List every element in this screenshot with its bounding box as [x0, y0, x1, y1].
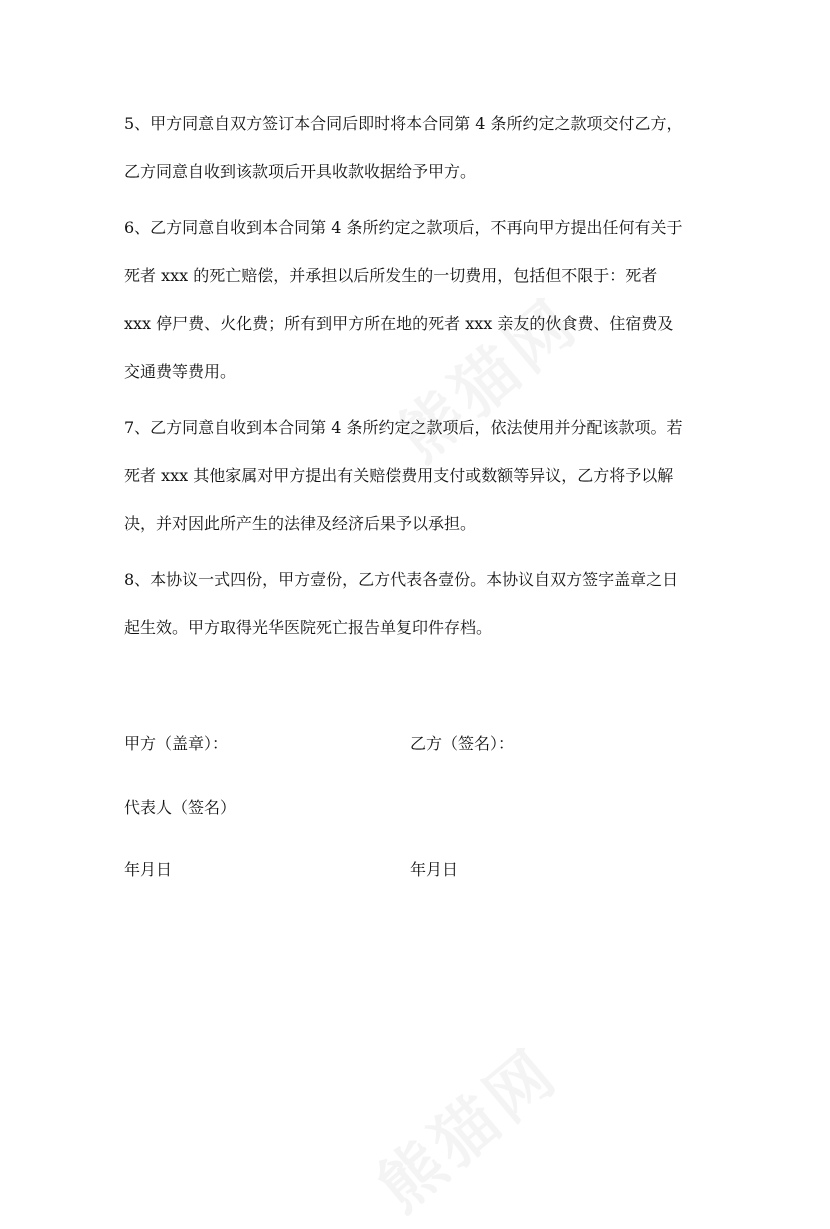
clause-line: 死者 xxx 的死亡赔偿，并承担以后所发生的一切费用，包括但不限于：死者	[124, 266, 658, 285]
clause-5	[124, 100, 724, 196]
party-b-signature-label: 乙方（签名）：	[410, 734, 515, 753]
clause-line: 决，并对因此所产生的法律及经济后果予以承担。	[124, 514, 477, 533]
clause-line: 乙方同意自收到该款项后开具收款收据给予甲方。	[124, 162, 477, 181]
party-a-seal-label: 甲方（盖章）：	[124, 734, 229, 753]
clause-line: 7、乙方同意自收到本合同第 4 条所约定之款项后，依法使用并分配该款项。若	[124, 418, 683, 437]
party-a-date: 年月日	[124, 860, 173, 879]
representative-signature-label: 代表人（签名）	[124, 798, 237, 817]
clause-8	[124, 556, 724, 652]
watermark	[355, 1023, 575, 1228]
clause-line: 8、本协议一式四份，甲方壹份，乙方代表各壹份。本协议自双方签字盖章之日	[124, 570, 679, 589]
clause-line: xxx 停尸费、火化费；所有到甲方所在地的死者 xxx 亲友的伙食费、住宿费及	[124, 314, 674, 333]
clause-line: 5、甲方同意自双方签订本合同后即时将本合同第 4 条所约定之款项交付乙方，	[124, 114, 683, 133]
clause-6	[124, 204, 724, 396]
party-b-date: 年月日	[410, 860, 459, 879]
clause-line: 交通费等费用。	[124, 362, 237, 381]
clause-line: 6、乙方同意自收到本合同第 4 条所约定之款项后，不再向甲方提出任何有关于	[124, 218, 683, 237]
clause-line: 死者 xxx 其他家属对甲方提出有关赔偿费用支付或数额等异议，乙方将予以解	[124, 466, 674, 485]
clause-7	[124, 404, 724, 548]
clause-line: 起生效。甲方取得光华医院死亡报告单复印件存档。	[124, 618, 493, 637]
